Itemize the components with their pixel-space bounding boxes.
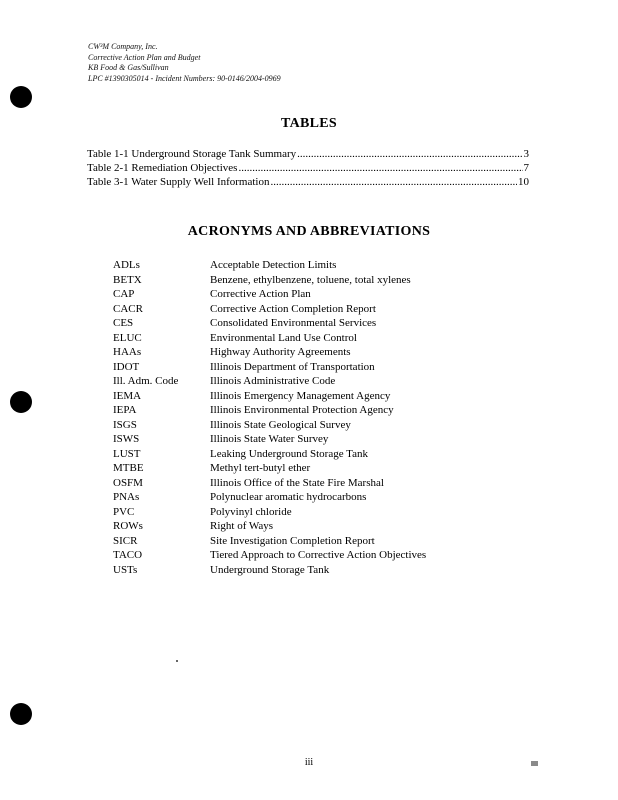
acronym-row xyxy=(113,273,426,288)
acronym-definition: Illinois Environmental Protection Agency xyxy=(210,404,394,416)
page-number: iii xyxy=(304,757,314,768)
acronym-definition: Polynuclear aromatic hydrocarbons xyxy=(210,491,367,503)
toc-leader-dots xyxy=(297,147,522,161)
binder-hole-middle xyxy=(10,391,32,413)
toc-entry-page: 7 xyxy=(523,162,529,174)
acronym-definition: Leaking Underground Storage Tank xyxy=(210,447,368,460)
acronym-term: USTs xyxy=(113,563,138,576)
acronym-row xyxy=(113,534,426,549)
acronym-definition: Consolidated Environmental Services xyxy=(210,317,377,329)
acronym-term: ADLs xyxy=(113,259,140,271)
binder-hole-top xyxy=(10,86,32,108)
acronym-definition: Methyl tert-butyl ether xyxy=(210,462,311,474)
acronym-term: OSFM xyxy=(113,476,143,489)
acronym-row xyxy=(113,287,426,302)
acronym-term: ISGS xyxy=(113,418,137,431)
acronym-row xyxy=(113,302,426,317)
acronym-term: Ill. Adm. Code xyxy=(113,375,179,387)
acronym-definition: Illinois State Water Survey xyxy=(210,433,329,445)
acronyms-list xyxy=(113,258,426,577)
header-line-report-type: Corrective Action Plan and Budget xyxy=(88,52,201,62)
acronym-term: CACR xyxy=(113,302,143,315)
acronym-definition: Corrective Action Plan xyxy=(210,288,311,300)
acronym-row xyxy=(113,403,426,418)
acronym-row xyxy=(113,258,426,273)
acronym-term: TACO xyxy=(113,549,143,561)
tables-title: TABLES xyxy=(280,116,337,131)
header-line-company: CW³M Company, Inc. xyxy=(88,42,158,51)
acronym-term: MTBE xyxy=(113,462,144,474)
acronym-term: ROWs xyxy=(113,520,143,532)
acronym-term: IDOT xyxy=(113,360,140,373)
scan-speck xyxy=(176,660,178,662)
acronym-definition: Corrective Action Completion Report xyxy=(210,302,376,315)
acronym-term: ELUC xyxy=(113,331,142,344)
acronym-definition: Right of Ways xyxy=(210,520,274,532)
acronym-row xyxy=(113,432,426,447)
toc-entry-page: 10 xyxy=(518,176,529,188)
acronym-definition: Underground Storage Tank xyxy=(210,563,330,576)
acronym-row xyxy=(113,331,426,346)
toc-leader-dots xyxy=(270,175,517,189)
acronym-definition: Polyvinyl chloride xyxy=(210,505,292,518)
acronym-definition: Acceptable Detection Limits xyxy=(210,259,337,271)
acronym-term: CAP xyxy=(113,288,135,300)
acronym-row xyxy=(113,418,426,433)
acronym-row xyxy=(113,360,426,375)
acronym-row xyxy=(113,345,426,360)
acronym-row xyxy=(113,389,426,404)
acronym-row xyxy=(113,461,426,476)
acronym-row xyxy=(113,374,426,389)
acronym-definition: Highway Authority Agreements xyxy=(210,346,351,358)
acronym-term: PVC xyxy=(113,505,135,518)
acronym-row xyxy=(113,548,426,563)
acronym-row xyxy=(113,505,426,520)
header-line-site: KB Food & Gas/Sullivan xyxy=(88,63,169,72)
toc-entry-label: Table 3-1 Water Supply Well Information xyxy=(87,176,270,188)
toc-leader-dots xyxy=(238,161,522,175)
acronym-definition: Illinois Department of Transportation xyxy=(210,360,375,373)
toc-entry xyxy=(87,175,529,189)
toc-entry-label: Table 1-1 Underground Storage Tank Summary xyxy=(87,148,297,160)
acronym-definition: Site Investigation Completion Report xyxy=(210,534,375,547)
acronym-term: PNAs xyxy=(113,491,140,503)
toc-entry xyxy=(87,147,529,161)
acronym-term: ISWS xyxy=(113,433,140,445)
acronym-row xyxy=(113,447,426,462)
tables-list xyxy=(87,147,529,189)
acronym-term: IEPA xyxy=(113,404,137,416)
acronym-term: SICR xyxy=(113,534,138,547)
document-header xyxy=(88,42,281,84)
acronym-row xyxy=(113,476,426,491)
acronym-definition: Illinois Office of the State Fire Marshal xyxy=(210,476,384,489)
acronym-definition: Benzene, ethylbenzene, toluene, total xylenes xyxy=(210,273,411,286)
acronym-row xyxy=(113,316,426,331)
acronyms-title: ACRONYMS AND ABBREVIATIONS xyxy=(187,224,431,239)
toc-entry-label: Table 2-1 Remediation Objectives xyxy=(87,162,238,174)
acronym-term: CES xyxy=(113,317,134,329)
acronym-definition: Tiered Approach to Corrective Action Objectives xyxy=(210,549,427,561)
acronym-definition: Illinois Emergency Management Agency xyxy=(210,389,391,402)
scan-mark xyxy=(531,761,538,766)
binder-hole-bottom xyxy=(10,703,32,725)
acronym-definition: Illinois State Geological Survey xyxy=(210,418,351,431)
acronym-term: BETX xyxy=(113,273,142,286)
acronym-term: IEMA xyxy=(113,389,142,402)
acronym-row xyxy=(113,519,426,534)
header-line-incident: LPC #1390305014 - Incident Numbers: 90-0146/2004-0969 xyxy=(88,73,281,83)
toc-entry-page: 3 xyxy=(523,148,529,160)
acronym-term: HAAs xyxy=(113,346,142,358)
toc-entry xyxy=(87,161,529,175)
acronym-definition: Environmental Land Use Control xyxy=(210,331,357,344)
acronym-term: LUST xyxy=(113,447,141,460)
acronym-row xyxy=(113,490,426,505)
acronym-row xyxy=(113,563,426,578)
acronym-definition: Illinois Administrative Code xyxy=(210,375,336,387)
